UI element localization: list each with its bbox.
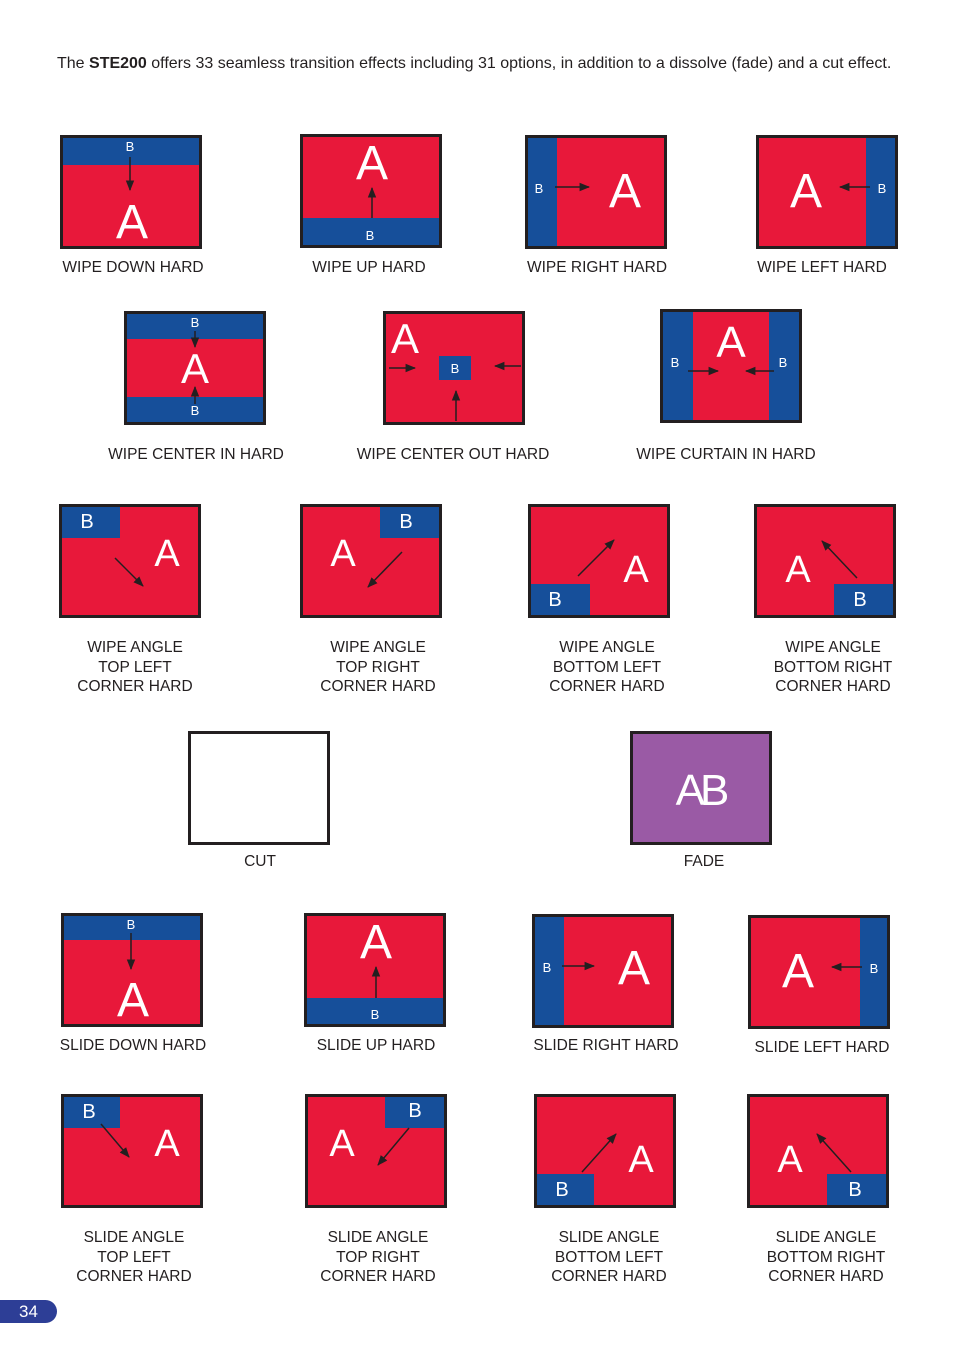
caption-wipe-angle-top-left — [40, 638, 230, 697]
label-b: B — [555, 1179, 569, 1201]
caption-wipe-angle-bottom-right — [738, 638, 928, 697]
wipe-right-hard-diagram — [525, 135, 667, 249]
label-b: B — [80, 511, 94, 533]
slide-up-hard-diagram — [304, 913, 446, 1027]
label-a: A — [116, 974, 150, 1027]
label-a: A — [359, 916, 393, 969]
caption-line: WIPE ANGLE — [785, 639, 881, 656]
label-a: A — [781, 945, 815, 998]
label-b: B — [408, 1100, 422, 1122]
wipe-center-out-hard-diagram — [383, 311, 525, 425]
label-b: B — [853, 589, 867, 611]
fade-diagram — [630, 731, 772, 845]
slide-down-hard-diagram — [61, 913, 203, 1027]
slide-left-hard-diagram — [748, 915, 890, 1029]
caption-slide-down: SLIDE DOWN HARD — [59, 1037, 207, 1054]
label-b: B — [877, 181, 887, 196]
caption-line: WIPE ANGLE — [559, 639, 655, 656]
caption-line: WIPE ANGLE — [330, 639, 426, 656]
wipe-angle-top-left-diagram — [59, 504, 201, 618]
caption-fade: FADE — [683, 853, 725, 870]
label-a: A — [115, 196, 149, 249]
wipe-left-hard-diagram — [756, 135, 898, 249]
label-b-bottom: B — [190, 403, 200, 418]
label-a: A — [608, 165, 642, 218]
label-a: A — [154, 1123, 180, 1165]
product-name: STE200 — [89, 55, 147, 72]
intro-paragraph — [57, 53, 907, 74]
label-a: A — [789, 165, 823, 218]
label-a: A — [390, 315, 420, 362]
label-b: B — [125, 139, 135, 154]
label-b: B — [534, 181, 544, 196]
caption-wipe-angle-top-right — [283, 638, 473, 697]
caption-line: TOP RIGHT — [336, 658, 420, 676]
caption-line: SLIDE ANGLE — [83, 1229, 185, 1246]
caption-slide-angle-bottom-right — [731, 1228, 921, 1287]
caption-cut: CUT — [244, 853, 276, 870]
label-a: A — [330, 533, 356, 575]
label-a: A — [628, 1139, 654, 1181]
label-a: A — [716, 318, 746, 367]
caption-line: CORNER HARD — [320, 678, 436, 695]
caption-line: CORNER HARD — [77, 678, 193, 695]
caption-line: SLIDE ANGLE — [775, 1229, 877, 1246]
caption-line: CORNER HARD — [320, 1268, 436, 1285]
label-ab: AB — [675, 766, 725, 815]
wipe-angle-bottom-right-diagram — [754, 504, 896, 618]
caption-line: TOP LEFT — [98, 658, 172, 676]
caption-wipe-angle-bottom-left — [512, 638, 702, 697]
cut-diagram — [188, 731, 330, 845]
slide-angle-bottom-left-diagram — [534, 1094, 676, 1208]
wipe-up-hard-diagram — [300, 134, 442, 248]
caption-wipe-center-in: WIPE CENTER IN HARD — [108, 446, 284, 463]
caption-slide-angle-top-right — [283, 1228, 473, 1287]
label-a: A — [355, 137, 389, 190]
page-number: 34 — [0, 1300, 57, 1323]
caption-line: CORNER HARD — [549, 678, 665, 695]
label-a: A — [777, 1139, 803, 1181]
caption-slide-angle-top-left — [39, 1228, 229, 1287]
label-b: B — [848, 1179, 862, 1201]
wipe-center-in-hard-diagram — [124, 311, 266, 425]
wipe-down-hard-diagram — [60, 135, 202, 249]
caption-line: TOP LEFT — [97, 1248, 171, 1266]
caption-wipe-left: WIPE LEFT HARD — [757, 259, 887, 276]
caption-line: CORNER HARD — [768, 1268, 884, 1285]
label-b: B — [399, 511, 413, 533]
label-b: B — [126, 917, 136, 932]
label-b: B — [82, 1101, 96, 1123]
label-b-top: B — [190, 315, 200, 330]
label-b: B — [365, 228, 375, 243]
caption-line: BOTTOM RIGHT — [773, 658, 893, 676]
caption-slide-up: SLIDE UP HARD — [316, 1037, 436, 1054]
label-a: A — [154, 533, 180, 575]
slide-angle-top-right-diagram — [305, 1094, 447, 1208]
slide-right-hard-diagram — [532, 914, 674, 1028]
caption-line: SLIDE ANGLE — [558, 1229, 660, 1246]
caption-line: BOTTOM LEFT — [552, 658, 662, 676]
label-b-left: B — [670, 355, 680, 370]
caption-line: CORNER HARD — [551, 1268, 667, 1285]
label-b: B — [542, 960, 552, 975]
slide-angle-bottom-right-diagram — [747, 1094, 889, 1208]
label-b: B — [869, 961, 879, 976]
caption-line: TOP RIGHT — [336, 1248, 420, 1266]
caption-slide-angle-bottom-left — [514, 1228, 704, 1287]
label-b-right: B — [778, 355, 788, 370]
caption-line: WIPE ANGLE — [87, 639, 183, 656]
caption-wipe-right: WIPE RIGHT HARD — [526, 259, 668, 276]
wipe-angle-top-right-diagram — [300, 504, 442, 618]
caption-line: CORNER HARD — [76, 1268, 192, 1285]
caption-slide-left: SLIDE LEFT HARD — [754, 1039, 890, 1056]
caption-wipe-curtain-in: WIPE CURTAIN IN HARD — [636, 446, 816, 463]
label-a: A — [329, 1123, 355, 1165]
slide-angle-top-left-diagram — [61, 1094, 203, 1208]
caption-line: CORNER HARD — [775, 678, 891, 695]
caption-wipe-center-out: WIPE CENTER OUT HARD — [356, 446, 550, 463]
wipe-angle-bottom-left-diagram — [528, 504, 670, 618]
intro-text-end: offers 33 seamless transition effects including 31 options, in addition to a dissolve (fade) and a cut effect. — [146, 55, 892, 72]
caption-line: BOTTOM RIGHT — [766, 1248, 886, 1266]
wipe-curtain-in-hard-diagram — [660, 309, 802, 423]
intro-text-start: The — [57, 55, 90, 72]
label-a: A — [617, 942, 651, 995]
caption-line: SLIDE ANGLE — [327, 1229, 429, 1246]
label-a: A — [623, 549, 649, 591]
caption-line: BOTTOM LEFT — [554, 1248, 664, 1266]
caption-slide-right: SLIDE RIGHT HARD — [533, 1037, 679, 1054]
label-a: A — [785, 549, 811, 591]
label-a: A — [180, 345, 210, 392]
label-b: B — [450, 361, 460, 376]
label-b: B — [548, 589, 562, 611]
caption-wipe-down: WIPE DOWN HARD — [62, 259, 204, 276]
caption-wipe-up: WIPE UP HARD — [312, 259, 426, 276]
label-b: B — [370, 1007, 380, 1022]
